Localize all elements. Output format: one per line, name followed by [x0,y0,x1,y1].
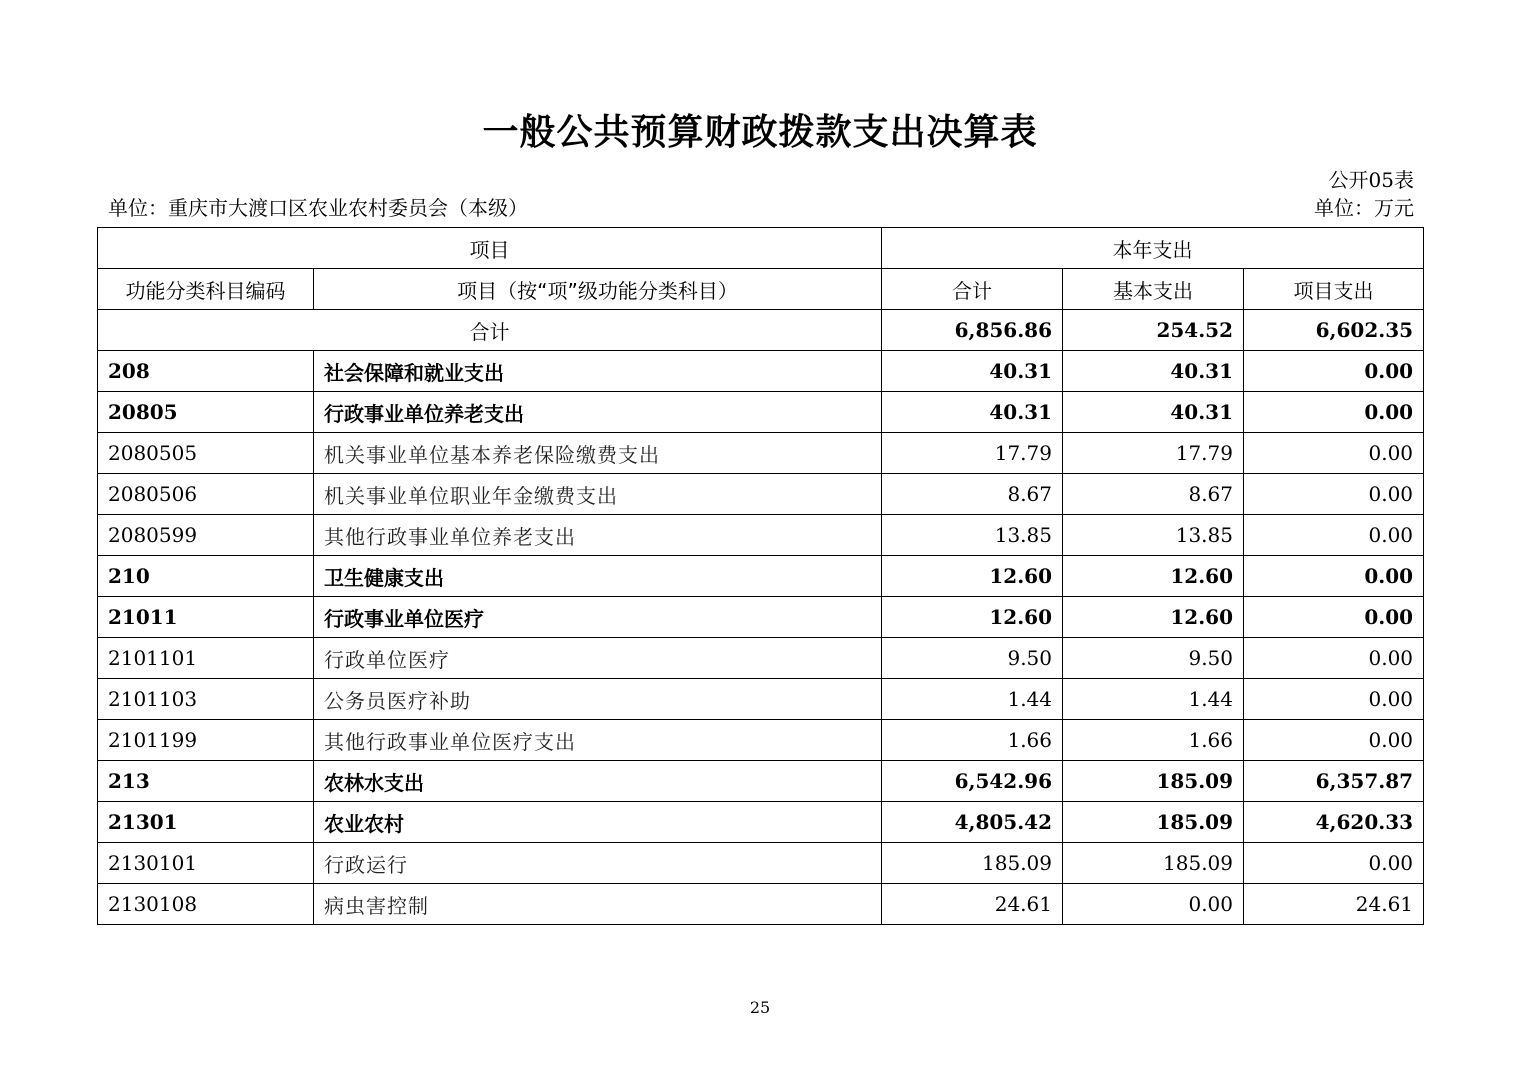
row-name: 其他行政事业单位医疗支出 [314,720,882,761]
row-code: 2101101 [98,638,314,679]
row-name: 病虫害控制 [314,884,882,925]
row-basic: 17.79 [1063,433,1244,474]
expenditure-table [97,227,1424,925]
row-basic: 40.31 [1063,392,1244,433]
table-row [98,474,1424,515]
row-basic: 1.44 [1063,679,1244,720]
table-row [98,679,1424,720]
row-name: 农林水支出 [314,761,882,802]
row-project: 0.00 [1244,679,1424,720]
row-project: 6,357.87 [1244,761,1424,802]
row-name: 机关事业单位职业年金缴费支出 [314,474,882,515]
row-project: 4,620.33 [1244,802,1424,843]
table-row [98,638,1424,679]
total-row-label: 合计 [98,310,882,351]
row-total: 4,805.42 [882,802,1063,843]
row-name: 行政事业单位医疗 [314,597,882,638]
row-name: 卫生健康支出 [314,556,882,597]
row-name: 行政运行 [314,843,882,884]
unit-currency: 单位：万元 [1314,196,1414,220]
header-total: 合计 [882,269,1063,310]
row-code: 20805 [98,392,314,433]
table-row [98,720,1424,761]
row-basic: 0.00 [1063,884,1244,925]
header-current-year: 本年支出 [882,228,1424,269]
header-basic: 基本支出 [1063,269,1244,310]
row-project: 0.00 [1244,597,1424,638]
row-total: 24.61 [882,884,1063,925]
table-row [98,433,1424,474]
header-project: 项目支出 [1244,269,1424,310]
table-row [98,392,1424,433]
row-total: 8.67 [882,474,1063,515]
total-row [98,310,1424,351]
row-basic: 8.67 [1063,474,1244,515]
row-name: 机关事业单位基本养老保险缴费支出 [314,433,882,474]
row-total: 1.44 [882,679,1063,720]
row-code: 210 [98,556,314,597]
total-row-basic: 254.52 [1063,310,1244,351]
row-total: 17.79 [882,433,1063,474]
row-code: 2080599 [98,515,314,556]
row-code: 2130101 [98,843,314,884]
row-total: 185.09 [882,843,1063,884]
page-number: 25 [749,998,771,1017]
row-project: 24.61 [1244,884,1424,925]
row-name: 其他行政事业单位养老支出 [314,515,882,556]
row-project: 0.00 [1244,515,1424,556]
table-row [98,802,1424,843]
row-total: 12.60 [882,556,1063,597]
row-project: 0.00 [1244,474,1424,515]
row-code: 2080506 [98,474,314,515]
row-basic: 12.60 [1063,556,1244,597]
row-total: 6,542.96 [882,761,1063,802]
row-basic: 12.60 [1063,597,1244,638]
page-title: 一般公共预算财政拨款支出决算表 [482,112,1038,153]
row-code: 208 [98,351,314,392]
row-basic: 13.85 [1063,515,1244,556]
row-project: 0.00 [1244,433,1424,474]
row-code: 2130108 [98,884,314,925]
row-project: 0.00 [1244,351,1424,392]
row-code: 2101103 [98,679,314,720]
row-project: 0.00 [1244,638,1424,679]
table-row [98,597,1424,638]
row-basic: 40.31 [1063,351,1244,392]
row-basic: 185.09 [1063,761,1244,802]
total-row-project: 6,602.35 [1244,310,1424,351]
table-row [98,843,1424,884]
row-name: 公务员医疗补助 [314,679,882,720]
row-basic: 185.09 [1063,843,1244,884]
row-total: 9.50 [882,638,1063,679]
table-row [98,884,1424,925]
row-project: 0.00 [1244,720,1424,761]
header-code: 功能分类科目编码 [98,269,314,310]
row-basic: 1.66 [1063,720,1244,761]
row-name: 行政事业单位养老支出 [314,392,882,433]
table-row [98,515,1424,556]
row-project: 0.00 [1244,843,1424,884]
table-row [98,761,1424,802]
row-name: 社会保障和就业支出 [314,351,882,392]
header-item: 项目 [98,228,882,269]
row-code: 2101199 [98,720,314,761]
row-project: 0.00 [1244,392,1424,433]
table-row [98,556,1424,597]
header-name: 项目（按“项”级功能分类科目） [314,269,882,310]
row-name: 农业农村 [314,802,882,843]
row-name: 行政单位医疗 [314,638,882,679]
unit-organization: 单位：重庆市大渡口区农业农村委员会（本级） [108,196,528,220]
row-total: 40.31 [882,351,1063,392]
total-row-total: 6,856.86 [882,310,1063,351]
row-code: 21011 [98,597,314,638]
row-basic: 185.09 [1063,802,1244,843]
row-total: 1.66 [882,720,1063,761]
row-project: 0.00 [1244,556,1424,597]
table-row [98,351,1424,392]
row-code: 2080505 [98,433,314,474]
row-total: 40.31 [882,392,1063,433]
row-basic: 9.50 [1063,638,1244,679]
row-total: 12.60 [882,597,1063,638]
row-code: 213 [98,761,314,802]
row-code: 21301 [98,802,314,843]
form-number: 公开05表 [1328,168,1414,192]
row-total: 13.85 [882,515,1063,556]
